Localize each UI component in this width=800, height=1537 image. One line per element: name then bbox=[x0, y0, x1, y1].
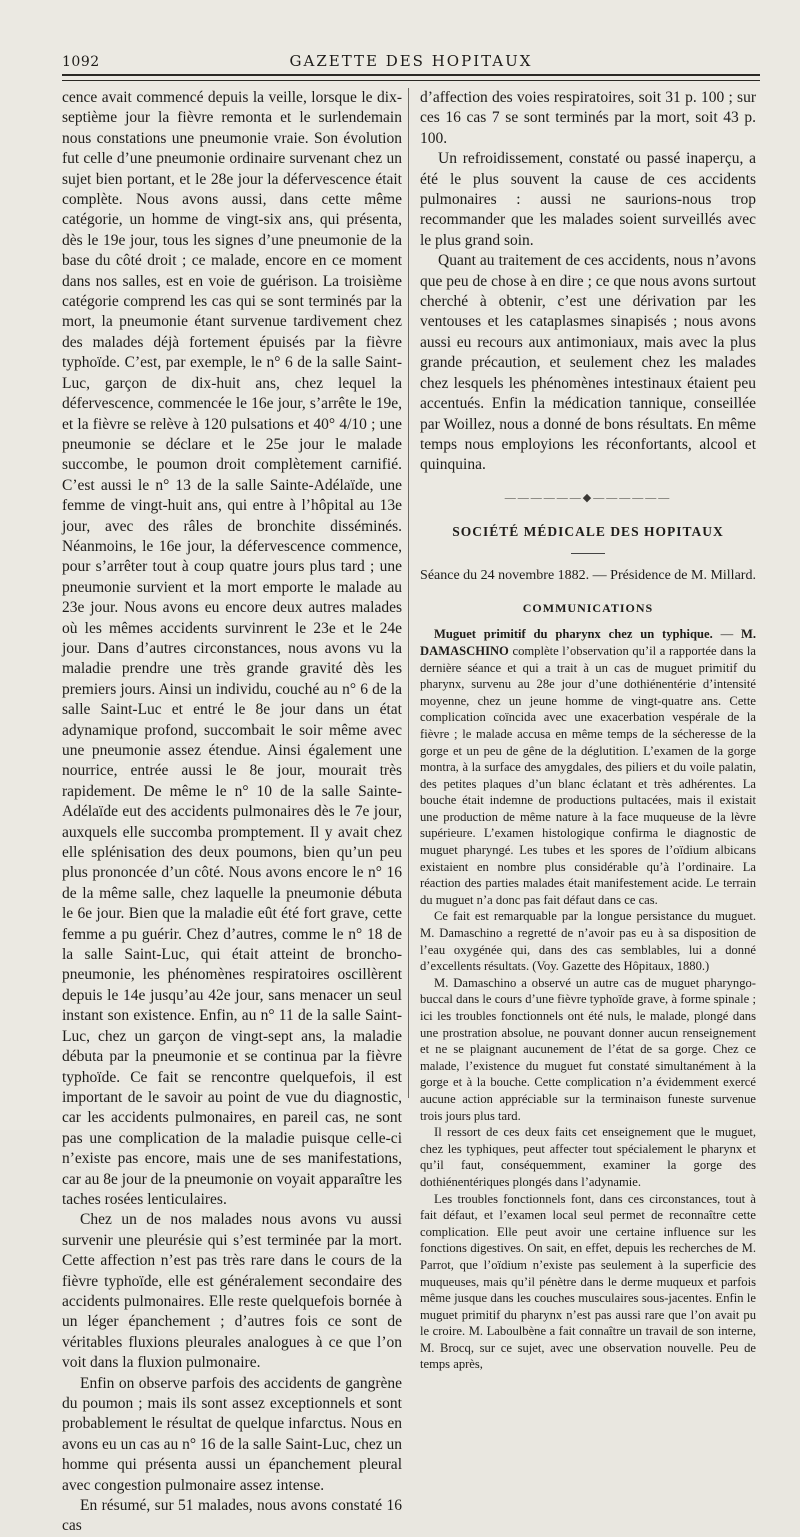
right-paragraph: d’affection des voies respiratoires, soit 31 p. 100 ; sur ces 16 cas 7 se sont terminés par la mort, soit 43 p. 100. bbox=[420, 89, 756, 147]
page-number: 1092 bbox=[62, 54, 100, 70]
right-column bbox=[420, 88, 756, 1373]
header-rule bbox=[62, 74, 760, 81]
communications-label: COMMUNICATIONS bbox=[522, 600, 654, 615]
left-column bbox=[62, 88, 402, 1537]
article-body bbox=[420, 626, 756, 1373]
column-divider bbox=[408, 88, 409, 1098]
article-title: Muguet primitif du pharynx chez un typhique. bbox=[434, 627, 713, 642]
article-author: M. DAMASCHINO bbox=[420, 627, 756, 658]
journal-title: GAZETTE DES HOPITAUX bbox=[289, 52, 533, 70]
right-paragraph: Un refroidissement, constaté ou passé inaperçu, a été le plus souvent la cause de ces accidents pulmonaires : aussi ne saurions-nous trop recommander que les malades soient surveillés avec le plus grand soin. bbox=[420, 150, 756, 249]
ornament-divider: ——————◆—————— bbox=[504, 491, 672, 504]
article-paragraph: Les troubles fonctionnels font, dans ces circonstances, tout à fait défaut, et l’examen local seul permet de reconnaître cette complication. Elle peut avoir une certaine influence sur les fonctions digestives. On sait, en effet, depuis les recherches de M. Parrot, que l’oïdium n’existe pas seulement à la superficie des muqueuses, mais qu’il pénètre dans le derme muqueux et parfois même jusque dans les couches musculaires sous-jacentes. Enfin le muguet primitif du pharynx n’est pas aussi rare que l’on avait pu le croire. M. Laboulbène a fait connaître un travail de son interne, M. Brocq, sur ce sujet, avec une observation nouvelle. Peu de temps après, bbox=[420, 1191, 756, 1372]
short-rule bbox=[571, 553, 605, 554]
article-paragraph: Il ressort de ces deux faits cet enseignement que le muguet, chez les typhiques, peut affecter tout spécialement le pharynx et qu’il faut, conséquemment, examiner la gorge des dothiénentériques plongés dans l’adynamie. bbox=[420, 1125, 756, 1189]
left-paragraph: Enfin on observe parfois des accidents de gangrène du poumon ; mais ils sont assez exceptionnels et sont probablement le résultat de quelque infarctus. Nous en avons eu un cas au n° 16 de la salle Saint-Luc, chez un homme qui présenta aussi un épanchement pleural avec congestion pulmonaire assez intense. bbox=[62, 1374, 402, 1494]
left-paragraph: Chez un de nos malades nous avons vu aussi survenir une pleurésie qui s’est terminée par la mort. Cette affection n’est pas très rare dans le cours de la fièvre typhoïde, elle est généralement secondaire des accidents pulmonaires. Elle reste quelquefois bornée à un léger épanchement ; d’autres fois ce sont de véritables fluxions pleurales analogues à ce que l’on voit dans la fluxion pulmonaire. bbox=[62, 1211, 402, 1372]
left-paragraph: cence avait commencé depuis la veille, lorsque le dix-septième jour la fièvre remonta et le surlendemain nous constations une pneumonie vraie. Son évolution fut celle d’une pneumonie ordinaire survenant chez un sujet bien portant, et le 28e jour la défervescence était complète. Nous avons aussi, dans cette même catégorie, un homme de vingt-six ans, qui présenta, dès le 19e jour, tous les signes d’une pneumonie de la base du côté droit ; ce malade, encore en ce moment dans nos salles, est en voie de guérison. La troisième catégorie comprend les cas qui se sont terminés par la mort, la pneumonie étant survenue tardivement chez des malades déjà fortement épuisés par la fièvre typhoïde. C’est, par exemple, le n° 6 de la salle Saint-Luc, garçon de dix-huit ans, chez lequel la défervescence, commencée le 16e jour, s’arrête le 19e, et la fièvre se relève à 120 pulsations et 40° 4/10 ; une pneumonie se déclare et le 25e jour le malade succombe, le poumon droit complètement carnifié. C’est aussi le n° 13 de la salle Sainte-Adélaïde, une femme de vingt-huit ans, qui entre à l’hôpital au 13e jour, avec des râles de bronchite disséminés. Néanmoins, le 16e jour, la défervescence commence, pour s’arrêter tout à coup quatre jours plus tard ; une pneumonie survient et la mort emporte le malade au 23e jour. Nous avons eu encore deux autres malades où les mêmes accidents survinrent le 23e et le 24e jour. Dans d’autres circonstances, nous avons vu la maladie prendre une très grande gravité dès les premiers jours. Ainsi un individu, couché au n° 6 de la salle Saint-Luc et entré le 8e jour dans un état adynamique profond, succombait le soir même avec une pneumonie assez étendue. Ainsi également une nourrice, entrée aussi le 8e jour, mourait très rapidement. De même le n° 10 de la salle Sainte-Adélaïde eut des accidents pulmonaires dès le 7e jour, auxquels elle succomba promptement. Il y avait chez elle splénisation des deux poumons, bien qu’un peu plus prononcée d’un côté. Nous avons encore le n° 16 de la même salle, chez laquelle la pneumonie débuta le 6e jour. Bien que la maladie eût été fort grave, cette femme a pu guérir. Chez d’autres, comme le n° 18 de la salle Saint-Luc, qui était atteint de broncho-pneumonie, les phénomènes respiratoires oscillèrent depuis le 14e jusqu’au 42e jour, sans menacer un seul instant son existence. Enfin, au n° 11 de la salle Saint-Luc, chez un garçon de vingt-sept ans, la maladie débuta par la pneumonie et se continua par la fièvre typhoïde. Ce fait se rencontre quelquefois, il est important de le savoir au point de vue du diagnostic, car les accidents pulmonaires, en pareil cas, ne sont pas une complication de la maladie puisque celle-ci n’existe pas encore, mais une de ses manifestations, car au 8e jour de la pneumonie on voyait apparaître les taches rosées lenticulaires. bbox=[62, 89, 403, 1208]
article-paragraph: M. Damaschino a observé un autre cas de muguet pharyngo-buccal dans le cours d’une fièvre typhoïde grave, à forme spinale ; ici les troubles fonctionnels ont été nuls, le malade, plongé dans une prostration absolue, ne pouvant donner aucun renseignement et ne se plaignant aucunement de l’état de sa gorge. Chez ce malade, l’existence du muguet fut constaté simultanément à la gorge et à la bouche. Cette complication n’a évidemment exercé aucune action appréciable sur la terminaison funeste survenue trois jours plus tard. bbox=[420, 975, 756, 1123]
article-text: complète l’observation qu’il a rapportée dans la dernière séance et qui a trait à un cas de muguet primitif du pharynx, survenu au 28e jour d’une dothiénentérie d’intensité moyenne, chez un jeune homme de vingt-quatre ans. Cette complication coïncida avec une exacerbation vespérale de la fièvre ; le malade accusa en même temps de la sécheresse de la gorge et un peu de gêne de la déglutition. L’examen de la gorge montra, à la surface des amygdales, des piliers et du voile palatin, des petites plaques d’un blanc éclatant et très adhérentes. La bouche était indemne de productions pultacées, mais il existait une production de même nature à la face muqueuse de la lèvre supérieure. L’examen histologique confirma le diagnostic de muguet pharyngé. Les tubes et les spores de l’oïdium albicans existaient en nombre plus considérable qu’à l’ordinaire. La réaction des parties malades était manifestement acide. Le terrain du muguet n’a donc pas fait défaut dans ce cas. bbox=[420, 643, 756, 907]
article-paragraph: Ce fait est remarquable par la longue persistance du muguet. M. Damaschino a regretté de n’avoir pas eu à sa disposition de l’eau oxygénée qui, dans des cas semblables, lui a donné d’excellents résultats. (Voy. Gazette des Hôpitaux, 1880.) bbox=[420, 909, 756, 974]
right-paragraph: Quant au traitement de ces accidents, nous n’avons que peu de chose à en dire ; ce que nous avons surtout cherché à obtenir, c’est une dérivation par les ventouses et les cataplasmes sinapisés ; nous avons aussi eu recours aux antimoniaux, mais avec la plus grande précaution, et seulement chez les malades chez lesquels les phénomènes intestinaux étaient peu accentués. Enfin la médication tannique, conseillée par Woillez, nous a donné de bons résultats. En même temps nous employions les réconfortants, alcool et quinquina. bbox=[420, 252, 756, 474]
article-paragraph: Muguet primitif du pharynx chez un typhique. — M. DAMASCHINO complète l’observation qu’il a rapportée dans la dernière séance et qui a trait à un cas de muguet primitif du pharynx, survenu au 28e jour d’une dothiénentérie d’intensité moyenne, chez un jeune homme de vingt-quatre ans. Cette complication coïncida avec une exacerbation vespérale de la fièvre ; le malade accusa en même temps de la sécheresse de la gorge et un peu de gêne de la déglutition. L’examen de la gorge montra, à la surface des amygdales, des piliers et du voile palatin, des petites plaques d’un blanc éclatant et très adhérentes. La bouche était indemne de productions pultacées, mais il existait une production de même nature à la face muqueuse de la lèvre supérieure. L’examen histologique confirma le diagnostic de muguet pharyngé. Les tubes et les spores de l’oïdium albicans existaient en nombre plus considérable qu’à l’ordinaire. La réaction des parties malades était manifestement acide. Le terrain du muguet n’a donc pas fait défaut dans ce cas. bbox=[420, 627, 756, 907]
left-paragraph: En résumé, sur 51 malades, nous avons constaté 16 cas bbox=[62, 1497, 402, 1535]
session-line: Séance du 24 novembre 1882. — Présidence de M. Millard. bbox=[420, 567, 756, 583]
section-title: SOCIÉTÉ MÉDICALE DES HOPITAUX bbox=[452, 524, 724, 540]
